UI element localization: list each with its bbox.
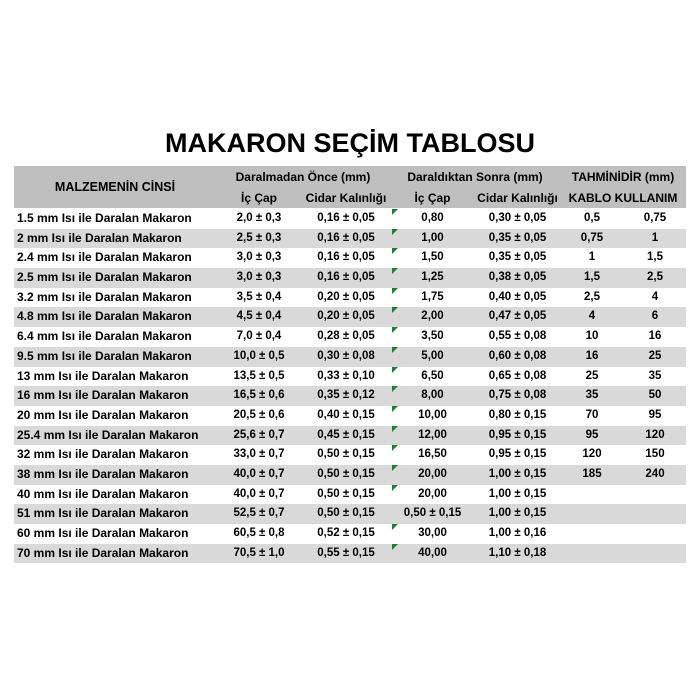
ic-cap-once-cell: 25,6 ± 0,7 [233, 428, 285, 441]
cell-note-triangle-icon [392, 347, 398, 353]
ic-cap-once-cell: 13,5 ± 0,5 [233, 369, 285, 382]
cidar-sonra-cell: 0,75 ± 0,08 [488, 389, 547, 402]
kablo-max-cell: 150 [645, 448, 665, 461]
cidar-sonra-cell: 0,35 ± 0,05 [488, 251, 547, 264]
kablo-max-cell: 240 [645, 467, 665, 480]
kablo-min-cell: 4 [588, 310, 596, 323]
cidar-once-cell: 0,52 ± 0,15 [317, 527, 375, 539]
ic-cap-sonra-cell: 1,75 [390, 288, 475, 308]
cell-note-triangle-icon [392, 386, 398, 392]
cidar-sonra-cell: 0,30 ± 0,05 [488, 212, 547, 224]
cidar-sonra-cell: 0,65 ± 0,08 [488, 369, 547, 382]
kablo-min-cell: 1,5 [584, 271, 600, 284]
header-kablo-kullanim: KABLO KULLANIM [568, 190, 678, 205]
ic-cap-sonra-cell: 2,00 [390, 307, 475, 327]
ic-cap-sonra-cell: 3,50 [390, 327, 475, 347]
ic-cap-sonra-cell: 0,80 [390, 209, 475, 229]
cidar-sonra-cell: 1,00 ± 0,15 [488, 507, 547, 520]
material-cell: 13 mm Isı ile Daralan Makaron [17, 368, 189, 383]
header-ic-cap-before: İç Çap [240, 190, 277, 205]
table-row [14, 386, 686, 406]
table-row [14, 268, 686, 288]
kablo-min-cell: 1 [588, 251, 596, 264]
ic-cap-once-cell: 3,5 ± 0,4 [236, 290, 282, 303]
cidar-once-cell: 0,20 ± 0,05 [317, 310, 375, 323]
table-row [14, 406, 686, 426]
cidar-sonra-cell: 0,55 ± 0,08 [488, 330, 547, 343]
cidar-sonra-cell: 1,00 ± 0,16 [488, 527, 547, 539]
kablo-max-cell: 50 [648, 389, 662, 402]
cell-note-triangle-icon [392, 288, 398, 294]
kablo-min-cell: 95 [585, 428, 599, 441]
kablo-min-cell [560, 504, 624, 524]
cidar-once-cell: 0,35 ± 0,12 [317, 389, 375, 402]
material-cell: 60 mm Isı ile Daralan Makaron [17, 526, 189, 540]
header-group-after: Daraldıktan Sonra (mm) [407, 169, 543, 184]
material-cell: 25.4 mm Isı ile Daralan Makaron [17, 427, 199, 442]
table-row [14, 288, 686, 308]
cell-note-triangle-icon [392, 544, 398, 550]
cidar-once-cell: 0,16 ± 0,05 [317, 251, 375, 264]
table-row [14, 367, 686, 387]
kablo-min-cell [560, 485, 624, 505]
table-row [14, 445, 686, 465]
cidar-sonra-cell: 0,35 ± 0,05 [488, 231, 547, 244]
ic-cap-sonra-cell: 20,00 [390, 465, 475, 485]
table-row [14, 347, 686, 367]
selection-table [14, 166, 686, 563]
kablo-max-cell: 95 [648, 408, 662, 421]
cidar-sonra-cell: 0,60 ± 0,08 [488, 349, 547, 362]
kablo-max-cell: 16 [648, 330, 662, 343]
cidar-once-cell: 0,55 ± 0,15 [317, 546, 375, 559]
ic-cap-once-cell: 16,5 ± 0,6 [233, 389, 285, 402]
table-row [14, 504, 686, 524]
header-cidar-after: Cidar Kalınlığı [477, 190, 558, 205]
ic-cap-sonra-cell: 0,50 ± 0,15 [403, 507, 462, 520]
table-row [14, 248, 686, 268]
cidar-once-cell: 0,33 ± 0,10 [317, 369, 375, 382]
cell-note-triangle-icon [392, 367, 398, 373]
kablo-min-cell: 10 [585, 330, 599, 343]
header-cidar-before: Cidar Kalınlığı [305, 190, 387, 205]
cidar-once-cell: 0,50 ± 0,15 [317, 487, 375, 500]
cell-note-triangle-icon [392, 229, 398, 235]
cidar-sonra-cell: 0,47 ± 0,05 [488, 310, 547, 323]
cidar-once-cell: 0,20 ± 0,05 [317, 290, 375, 303]
material-cell: 38 mm Isı ile Daralan Makaron [17, 466, 189, 481]
kablo-min-cell [560, 544, 624, 564]
ic-cap-once-cell: 70,5 ± 1,0 [233, 546, 285, 559]
kablo-min-cell: 0,5 [584, 212, 600, 224]
cell-note-triangle-icon [392, 248, 398, 254]
cell-note-triangle-icon [392, 268, 398, 274]
cell-note-triangle-icon [392, 485, 398, 491]
ic-cap-sonra-cell: 30,00 [390, 524, 475, 544]
cidar-once-cell: 0,16 ± 0,05 [317, 271, 375, 284]
cidar-once-cell: 0,45 ± 0,15 [317, 428, 375, 441]
ic-cap-sonra-cell: 6,50 [390, 367, 475, 387]
material-cell: 4.8 mm Isı ile Daralan Makaron [17, 309, 192, 324]
cidar-sonra-cell: 0,80 ± 0,15 [488, 408, 547, 421]
cidar-once-cell: 0,16 ± 0,05 [317, 231, 375, 244]
table-body [14, 209, 686, 563]
kablo-max-cell: 4 [651, 290, 659, 303]
ic-cap-sonra-cell: 40,00 [390, 544, 475, 564]
ic-cap-sonra-cell: 20,00 [390, 485, 475, 505]
table-row [14, 426, 686, 446]
header-group-estimate: TAHMİNİDİR (mm) [571, 169, 675, 184]
cidar-sonra-cell: 0,38 ± 0,05 [488, 271, 547, 284]
kablo-max-cell [624, 524, 686, 544]
ic-cap-sonra-cell: 5,00 [390, 347, 475, 367]
cell-note-triangle-icon [392, 406, 398, 412]
header-material: MALZEMENİN CİNSİ [54, 180, 176, 194]
cell-note-triangle-icon [392, 426, 398, 432]
ic-cap-once-cell: 7,0 ± 0,4 [236, 330, 282, 343]
table-row [14, 327, 686, 347]
page-title: MAKARON SEÇİM TABLOSU [165, 128, 535, 158]
cidar-once-cell: 0,30 ± 0,08 [317, 349, 375, 362]
material-cell: 9.5 mm Isı ile Daralan Makaron [17, 348, 192, 363]
cell-note-triangle-icon [392, 209, 398, 215]
ic-cap-once-cell: 3,0 ± 0,3 [236, 271, 282, 284]
cidar-sonra-cell: 0,95 ± 0,15 [488, 428, 547, 441]
kablo-min-cell [560, 524, 624, 544]
kablo-max-cell: 35 [648, 369, 662, 382]
table-row [14, 485, 686, 505]
cidar-once-cell: 0,40 ± 0,15 [317, 408, 375, 421]
kablo-max-cell: 120 [645, 428, 665, 441]
ic-cap-sonra-cell: 1,50 [390, 248, 475, 268]
ic-cap-sonra-cell: 1,25 [390, 268, 475, 288]
kablo-min-cell: 0,75 [580, 231, 604, 244]
cidar-once-cell: 0,50 ± 0,15 [317, 467, 375, 480]
ic-cap-once-cell: 2,5 ± 0,3 [236, 231, 282, 244]
ic-cap-once-cell: 40,0 ± 0,7 [233, 467, 285, 480]
ic-cap-sonra-cell: 1,00 [390, 229, 475, 249]
cell-note-triangle-icon [392, 445, 398, 451]
material-cell: 2.4 mm Isı ile Daralan Makaron [17, 250, 192, 265]
kablo-max-cell: 6 [651, 310, 659, 323]
table-row [14, 544, 686, 564]
header-ic-cap-after: İç Çap [414, 190, 451, 205]
kablo-max-cell: 2,5 [647, 271, 663, 284]
ic-cap-sonra-cell: 12,00 [390, 426, 475, 446]
ic-cap-once-cell: 52,5 ± 0,7 [233, 507, 285, 520]
ic-cap-once-cell: 33,0 ± 0,7 [233, 448, 285, 461]
material-cell: 51 mm Isı ile Daralan Makaron [17, 506, 189, 521]
kablo-min-cell: 2,5 [584, 290, 600, 303]
ic-cap-sonra-cell: 10,00 [390, 406, 475, 426]
table-row [14, 307, 686, 327]
cidar-once-cell: 0,28 ± 0,05 [317, 330, 375, 343]
material-cell: 40 mm Isı ile Daralan Makaron [17, 486, 189, 501]
material-cell: 1.5 mm Isı ile Daralan Makaron [17, 211, 192, 225]
material-cell: 20 mm Isı ile Daralan Makaron [17, 407, 189, 422]
kablo-min-cell: 185 [582, 467, 602, 480]
material-cell: 32 mm Isı ile Daralan Makaron [17, 447, 189, 462]
kablo-max-cell: 25 [648, 349, 662, 362]
material-cell: 2 mm Isı ile Daralan Makaron [17, 230, 182, 245]
material-cell: 70 mm Isı ile Daralan Makaron [17, 545, 189, 560]
kablo-max-cell: 0,75 [643, 212, 667, 224]
table-row [14, 209, 686, 229]
cidar-sonra-cell: 1,10 ± 0,18 [488, 546, 547, 559]
cidar-once-cell: 0,16 ± 0,05 [317, 212, 375, 224]
cidar-sonra-cell: 0,95 ± 0,15 [488, 448, 547, 461]
cell-note-triangle-icon [392, 307, 398, 313]
kablo-max-cell: 1,5 [647, 251, 663, 264]
table-row [14, 465, 686, 485]
kablo-max-cell [624, 544, 686, 564]
material-cell: 6.4 mm Isı ile Daralan Makaron [17, 329, 192, 344]
kablo-max-cell: 1 [651, 231, 659, 244]
cidar-once-cell: 0,50 ± 0,15 [317, 507, 375, 520]
cell-note-triangle-icon [392, 327, 398, 333]
material-cell: 2.5 mm Isı ile Daralan Makaron [17, 270, 192, 285]
table-row [14, 524, 686, 544]
cidar-sonra-cell: 1,00 ± 0,15 [488, 467, 547, 480]
cidar-sonra-cell: 1,00 ± 0,15 [488, 487, 547, 500]
ic-cap-once-cell: 4,5 ± 0,4 [236, 310, 282, 323]
cidar-once-cell: 0,50 ± 0,15 [317, 448, 375, 461]
ic-cap-once-cell: 3,0 ± 0,3 [236, 251, 282, 264]
ic-cap-once-cell: 60,5 ± 0,8 [233, 527, 285, 539]
cell-note-triangle-icon [392, 465, 398, 471]
ic-cap-once-cell: 2,0 ± 0,3 [236, 212, 282, 224]
kablo-max-cell [624, 485, 686, 505]
ic-cap-once-cell: 40,0 ± 0,7 [233, 487, 285, 500]
table-row [14, 229, 686, 249]
ic-cap-sonra-cell: 8,00 [390, 386, 475, 406]
ic-cap-sonra-cell: 16,50 [390, 445, 475, 465]
kablo-min-cell: 16 [585, 349, 599, 362]
kablo-min-cell: 25 [585, 369, 599, 382]
kablo-min-cell: 70 [585, 408, 599, 421]
table-header [14, 166, 686, 208]
material-cell: 3.2 mm Isı ile Daralan Makaron [17, 289, 192, 304]
cidar-sonra-cell: 0,40 ± 0,05 [488, 290, 547, 303]
material-cell: 16 mm Isı ile Daralan Makaron [17, 388, 189, 403]
kablo-min-cell: 35 [585, 389, 599, 402]
kablo-min-cell: 120 [582, 448, 602, 461]
kablo-max-cell [624, 504, 686, 524]
cell-note-triangle-icon [392, 524, 398, 530]
ic-cap-once-cell: 20,5 ± 0,6 [233, 408, 285, 421]
header-group-before: Daralmadan Önce (mm) [235, 169, 371, 184]
ic-cap-once-cell: 10,0 ± 0,5 [233, 349, 285, 362]
